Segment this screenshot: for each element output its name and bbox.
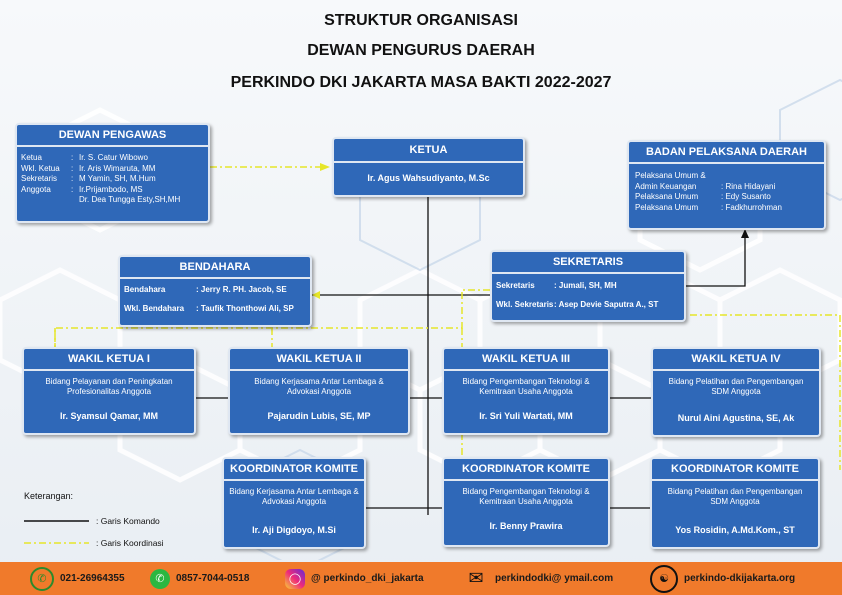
wakil-ketua-4-box [651,347,821,437]
footer-contact-bar [0,562,842,595]
wakil-ketua-3-name: Ir. Sri Yuli Wartati, MM [479,411,573,421]
dewan-pengawas-header: DEWAN PENGAWAS [17,125,208,147]
koordinator-komite-2-desc: Bidang Pengembangan Teknologi & Kemitraan Usaha Anggota [462,487,590,506]
phone-icon: ✆ [30,567,54,591]
koordinator-komite-2-name: Ir. Benny Prawira [489,521,563,531]
footer-website: ☯ perkindo-dkijakarta.org [650,562,795,595]
dewan-pengawas-row: Ketua : Ir. S. Catur Wibowo [21,153,148,162]
wakil-ketua-3-desc: Bidang Pengembangan Teknologi & Kemitraan Usaha Anggota [462,377,590,396]
legend-komando-label: : Garis Komando [96,516,160,526]
wakil-ketua-3-header: WAKIL KETUA III [444,349,608,371]
koordinator-komite-2-box [442,457,610,547]
legend-koordinasi-label: : Garis Koordinasi [96,538,164,548]
whatsapp-icon: ✆ [150,569,170,589]
wakil-ketua-1-desc: Bidang Pelayanan dan Peningkatan Profesionalitas Anggota [45,377,173,396]
title-line-1: STRUKTUR ORGANISASI [324,12,518,29]
badan-pelaksana-row: Pelaksana Umum & [635,171,706,180]
title-line-3: PERKINDO DKI JAKARTA MASA BAKTI 2022-2027 [230,74,612,91]
footer-whatsapp: ✆ 0857-7044-0518 [150,562,249,595]
badan-pelaksana-box [627,140,826,230]
wakil-ketua-2-box [228,347,410,435]
koordinator-komite-2-header: KOORDINATOR KOMITE [444,459,608,481]
wakil-ketua-3-box [442,347,610,435]
wakil-ketua-1-name: Ir. Syamsul Qamar, MM [59,411,159,421]
koordinator-komite-1-header: KOORDINATOR KOMITE [224,459,364,481]
legend-koordinasi-line [24,539,94,547]
dewan-pengawas-row: Wkl. Ketua : Ir. Aris Wimaruta, MM [21,163,156,173]
dewan-pengawas-row: Anggota : Ir.Prijambodo, MS [21,184,143,194]
sekretaris-box [490,250,686,322]
dewan-pengawas-box [15,123,210,223]
mail-icon: ✉ [468,568,484,588]
koordinator-komite-1-desc: Bidang Kerjasama Antar Lembaga & Advokasi Anggota [229,487,359,506]
ketua-box [332,137,525,197]
legend-komando-line [24,517,94,525]
koordinator-komite-3-header: KOORDINATOR KOMITE [652,459,818,481]
koordinator-komite-1-box [222,457,366,549]
sekretaris-header: SEKRETARIS [492,252,684,274]
sekretaris-row: Wkl. Sekretaris: Asep Devie Saputra A., ST [496,299,659,309]
ketua-header: KETUA [334,139,523,163]
legend-title: Keterangan: [24,491,74,501]
dewan-pengawas-row: Sekretaris : M Yamin, SH, M.Hum [21,174,156,183]
bendahara-header: BENDAHARA [120,257,310,279]
footer-email: ✉ perkindodki@ ymail.com [463,562,613,595]
sekretaris-row: Sekretaris : Jumali, SH, MH [496,281,617,290]
wakil-ketua-1-box [22,347,196,435]
wakil-ketua-4-desc: Bidang Pelatihan dan Pengembangan SDM Anggota [668,377,804,396]
wakil-ketua-1-header: WAKIL KETUA I [24,349,194,371]
badan-pelaksana-header: BADAN PELAKSANA DAERAH [629,142,824,164]
badan-pelaksana-row: Admin Keuangan : Rina Hidayani [635,181,776,191]
koordinator-komite-3-name: Yos Rosidin, A.Md.Kom., ST [675,525,795,535]
bendahara-box [118,255,312,327]
title-line-2: DEWAN PENGURUS DAERAH [307,42,535,59]
badan-pelaksana-row: Pelaksana Umum : Edy Susanto [635,192,771,201]
wakil-ketua-4-header: WAKIL KETUA IV [653,349,819,371]
dewan-pengawas-row: Dr. Dea Tungga Esty,SH,MH [79,195,181,204]
footer-phone: ✆ 021-26964355 [30,562,125,595]
legend [24,491,164,548]
footer-instagram: ◯ @ perkindo_dki_jakarta [285,562,424,595]
koordinator-komite-3-desc: Bidang Pelatihan dan Pengembangan SDM Anggota [667,487,803,506]
bendahara-row: Wkl. Bendahara : Taufik Thonthowi Ali, SP [124,303,294,313]
wakil-ketua-2-name: Pajarudin Lubis, SE, MP [267,411,371,421]
koordinator-komite-1-name: Ir. Aji Digdoyo, M.Si [252,525,336,535]
wakil-ketua-2-desc: Bidang Kerjasama Antar Lembaga & Advokasi Anggota [254,377,384,396]
koordinator-komite-3-box [650,457,820,549]
wakil-ketua-4-name: Nurul Aini Agustina, SE, Ak [677,413,795,423]
badan-pelaksana-row: Pelaksana Umum : Fadkhurrohman [635,202,782,212]
globe-icon: ☯ [650,565,678,593]
wakil-ketua-2-header: WAKIL KETUA II [230,349,408,371]
ketua-name: Ir. Agus Wahsudiyanto, M.Sc [367,173,490,183]
instagram-icon: ◯ [285,569,305,589]
bendahara-row: Bendahara : Jerry R. PH. Jacob, SE [124,285,287,294]
